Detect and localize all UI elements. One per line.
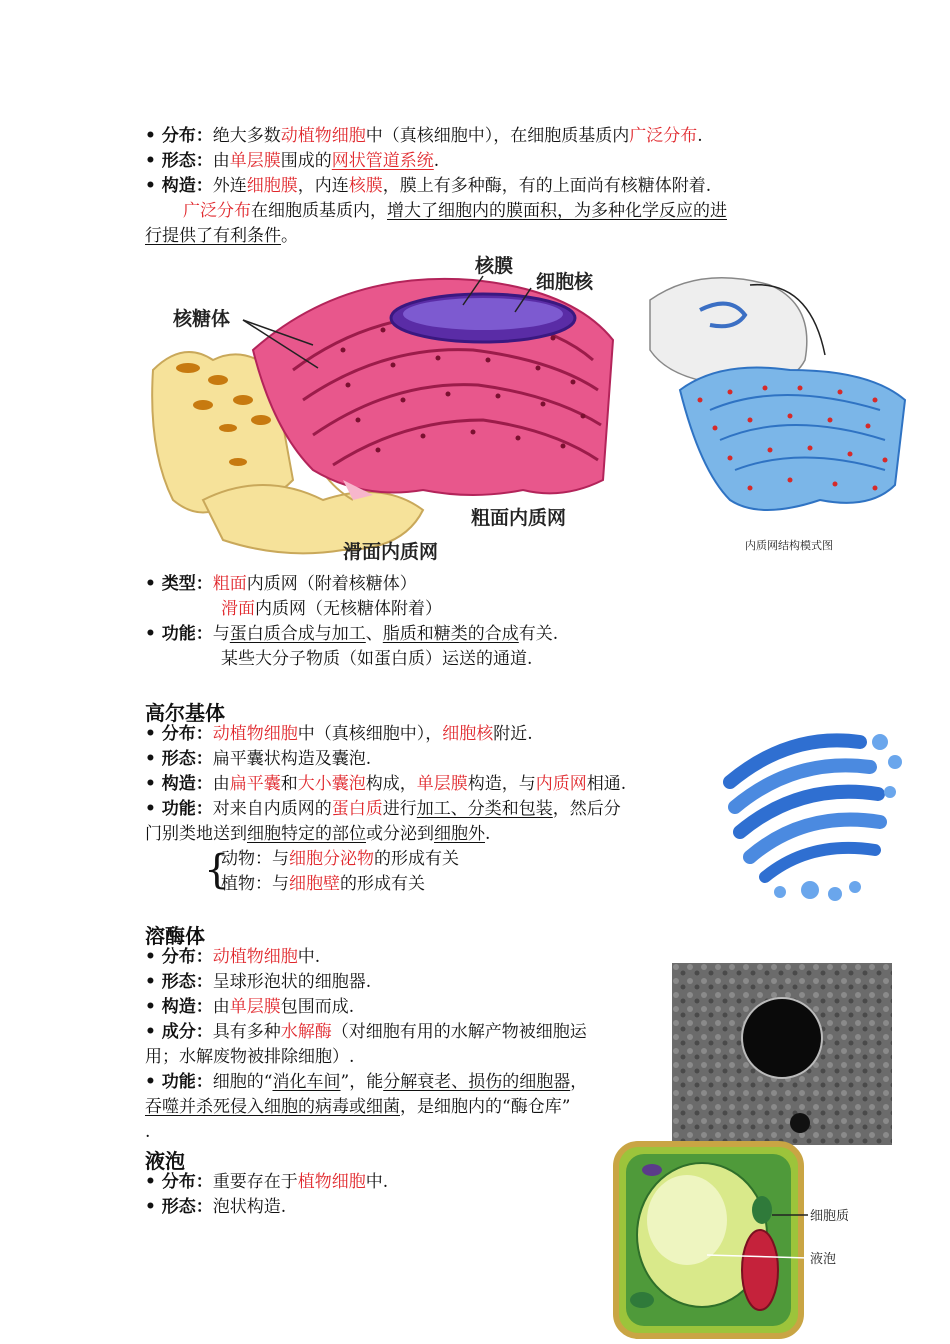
label-vacuole: 液泡	[810, 1252, 837, 1267]
er-3d-figure	[143, 250, 618, 565]
lysosome-micrograph	[672, 963, 892, 1145]
lysosome-period: .	[145, 1122, 151, 1142]
golgi-title: 高尔基体	[145, 701, 225, 725]
er-function-line-2: 某些大分子物质（如蛋白质）运送的通道.	[221, 649, 533, 669]
vacuole-title: 液泡	[145, 1149, 185, 1173]
golgi-function-line-2: 门别类地送到细胞特定的部位或分泌到细胞外.	[145, 824, 491, 844]
er-distribution-line: • 分布：绝大多数动植物细胞中（真核细胞中），在细胞质基质内广泛分布.	[145, 126, 703, 146]
vacuole-distribution-line: • 分布：重要存在于植物细胞中.	[145, 1172, 389, 1192]
er-note-line-1: 广泛分布在细胞质基质内，增大了细胞内的膜面积，为多种化学反应的进	[183, 201, 727, 221]
brace: {	[204, 847, 230, 893]
label-rough-er: 粗面内质网	[471, 507, 567, 529]
er-structure-line: • 构造：外连细胞膜，内连核膜，膜上有多种酶，有的上面尚有核糖体附着.	[145, 176, 712, 196]
lysosome-title: 溶酶体	[145, 924, 205, 948]
er-model-figure	[640, 270, 920, 560]
label-ribosome: 核糖体	[173, 308, 231, 330]
golgi-animal-line: 动物：与细胞分泌物的形成有关	[221, 849, 459, 869]
label-smooth-er: 滑面内质网	[343, 541, 439, 563]
label-cytoplasm: 细胞质	[810, 1209, 850, 1224]
lysosome-distribution-line: • 分布：动植物细胞中.	[145, 947, 321, 967]
golgi-function-line-1: • 功能：对来自内质网的蛋白质进行加工、分类和包装，然后分	[145, 799, 621, 819]
golgi-distribution-line: • 分布：动植物细胞中（真核细胞中），细胞核附近.	[145, 724, 533, 744]
lysosome-shape-line: • 形态：呈球形泡状的细胞器.	[145, 972, 372, 992]
plant-cell-figure	[612, 1140, 872, 1340]
er-type-line-2: 滑面内质网（无核糖体附着）	[221, 599, 442, 619]
golgi-plant-line: 植物：与细胞壁的形成有关	[221, 874, 425, 894]
er-note-line-2: 行提供了有利条件。	[145, 226, 298, 246]
er-type-line-1: • 类型：粗面内质网（附着核糖体）	[145, 574, 417, 594]
lysosome-function-line-2: 吞噬并杀死侵入细胞的病毒或细菌，是细胞内的“酶仓库”	[145, 1097, 571, 1117]
model-caption: 内质网结构模式图	[745, 539, 833, 552]
golgi-structure-line: • 构造：由扁平囊和大小囊泡构成，单层膜构造，与内质网相通.	[145, 774, 627, 794]
lysosome-function-line-1: • 功能：细胞的“消化车间”，能分解衰老、损伤的细胞器，	[145, 1072, 588, 1092]
lysosome-component-line-1: • 成分：具有多种水解酶（对细胞有用的水解产物被细胞运	[145, 1022, 587, 1042]
er-function-line-1: • 功能：与蛋白质合成与加工、脂质和糖类的合成有关.	[145, 624, 559, 644]
golgi-shape-line: • 形态：扁平囊状构造及囊泡.	[145, 749, 372, 769]
lysosome-component-line-2: 用；水解废物被排除细胞）.	[145, 1047, 355, 1067]
lysosome-structure-line: • 构造：由单层膜包围而成.	[145, 997, 355, 1017]
label-nuclear-membrane: 核膜	[475, 255, 514, 277]
label-nucleus: 细胞核	[536, 271, 594, 293]
vacuole-shape-line: • 形态：泡状构造.	[145, 1197, 287, 1217]
golgi-figure	[710, 722, 910, 907]
er-shape-line: • 形态：由单层膜围成的网状管道系统.	[145, 151, 440, 171]
label-distribution: • 分布：	[145, 126, 213, 146]
